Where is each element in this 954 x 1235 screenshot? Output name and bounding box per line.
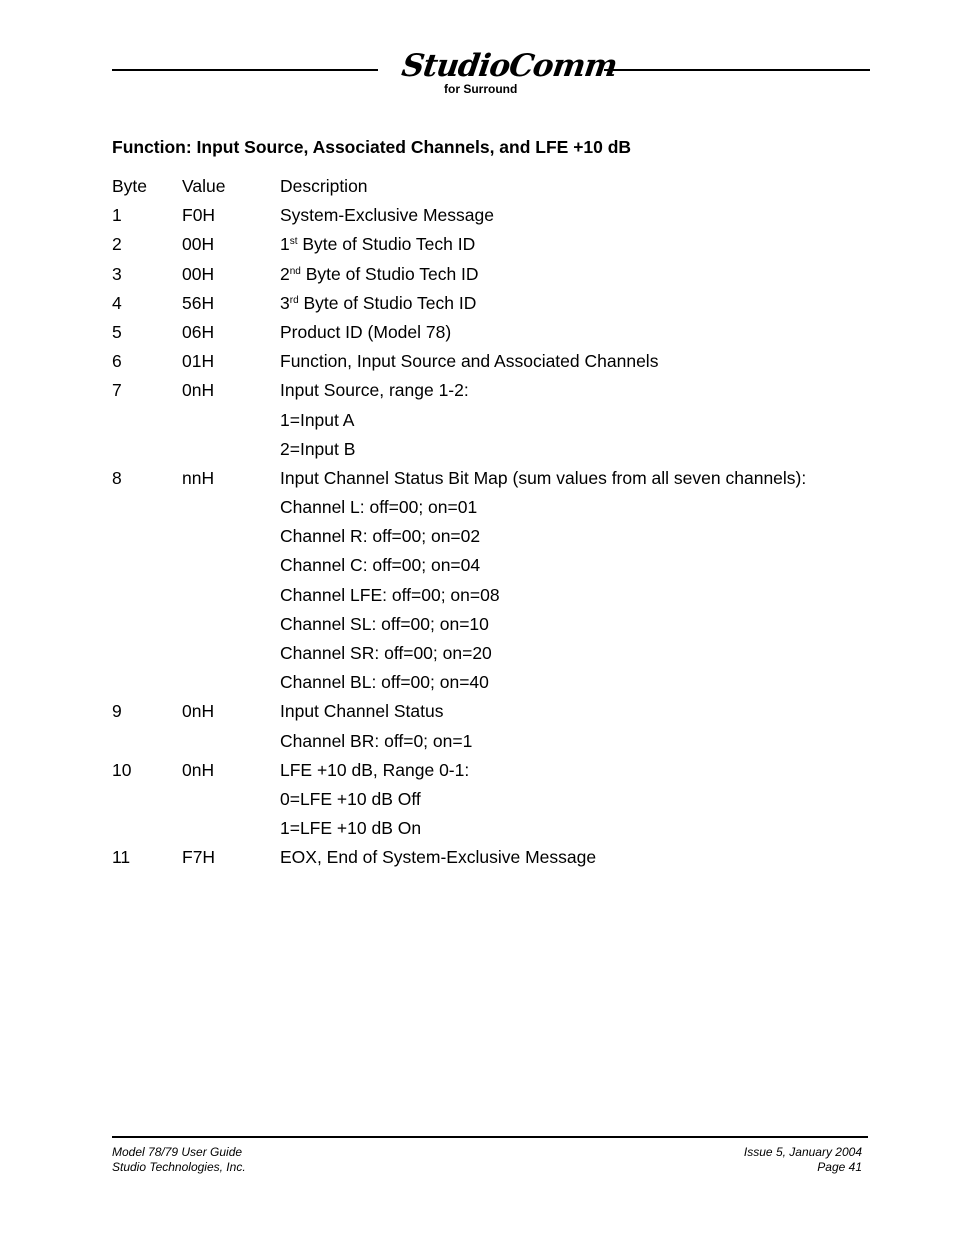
table-row <box>112 201 872 230</box>
table-row <box>112 551 872 580</box>
table-row <box>112 376 872 405</box>
column-header-byte: Byte <box>112 176 148 196</box>
header-rule-left <box>112 69 378 71</box>
description-cell: Channel R: off=00; on=02 <box>280 526 481 547</box>
value-cell: 0nH <box>182 701 215 722</box>
table-row <box>112 289 872 318</box>
ordinal-suffix: nd <box>289 265 301 277</box>
table-row <box>112 697 872 726</box>
ordinal-suffix: rd <box>289 294 299 306</box>
byte-cell: 4 <box>112 292 122 313</box>
table-row <box>112 347 872 376</box>
table-row <box>112 581 872 610</box>
ordinal-number: 3 <box>280 292 290 313</box>
description-cell: 0=LFE +10 dB Off <box>280 788 421 809</box>
ordinal-number: 2 <box>280 263 290 284</box>
byte-cell: 9 <box>112 701 122 722</box>
value-cell: F0H <box>182 205 216 226</box>
byte-cell: 8 <box>112 467 122 488</box>
ordinal-suffix: st <box>289 236 298 248</box>
column-header-value: Value <box>182 176 226 196</box>
description-cell: System-Exclusive Message <box>280 205 494 226</box>
footer-page-number: Page 41 <box>817 1160 862 1174</box>
description-cell <box>280 260 479 289</box>
logo-wordmark: StudioComm <box>399 48 619 84</box>
description-cell: Channel BR: off=0; on=1 <box>280 730 473 751</box>
table-row <box>112 464 872 493</box>
table-row <box>112 522 872 551</box>
description-cell: Channel L: off=00; on=01 <box>280 497 478 518</box>
table-row <box>112 756 872 785</box>
table-row <box>112 318 872 347</box>
description-cell: Function, Input Source and Associated Channels <box>280 351 659 372</box>
description-cell: Input Source, range 1-2: <box>280 380 469 401</box>
byte-cell: 6 <box>112 351 122 372</box>
byte-cell: 2 <box>112 234 122 255</box>
description-cell: 1=Input A <box>280 409 355 430</box>
description-cell: 2=Input B <box>280 438 356 459</box>
table-row <box>112 260 872 289</box>
value-cell: 0nH <box>182 759 215 780</box>
description-cell: Product ID (Model 78) <box>280 321 452 342</box>
table-row <box>112 814 872 843</box>
footer-rule <box>112 1136 868 1138</box>
description-cell: EOX, End of System-Exclusive Message <box>280 847 597 868</box>
description-cell: Input Channel Status Bit Map (sum values from all seven channels): <box>280 467 807 488</box>
table-row <box>112 639 872 668</box>
value-cell: 06H <box>182 321 215 342</box>
byte-cell: 10 <box>112 759 132 780</box>
table-row <box>112 785 872 814</box>
value-cell: 01H <box>182 351 215 372</box>
description-cell: Channel SL: off=00; on=10 <box>280 613 489 634</box>
table-row <box>112 493 872 522</box>
value-cell: 00H <box>182 234 215 255</box>
description-cell <box>280 230 475 259</box>
byte-cell: 3 <box>112 263 122 284</box>
description-cell: LFE +10 dB, Range 0-1: <box>280 759 470 780</box>
section-heading: Function: Input Source, Associated Channels, and LFE +10 dB <box>112 137 632 157</box>
ordinal-number: 1 <box>280 234 290 255</box>
footer-guide-title: Model 78/79 User Guide <box>112 1145 243 1159</box>
table-row <box>112 435 872 464</box>
description-cell: 1=LFE +10 dB On <box>280 818 422 839</box>
byte-cell: 11 <box>112 847 131 868</box>
table-row <box>112 843 872 872</box>
description-cell: Channel C: off=00; on=04 <box>280 555 481 576</box>
byte-cell: 7 <box>112 380 122 401</box>
description-cell: Channel SR: off=00; on=20 <box>280 643 492 663</box>
byte-cell: 5 <box>112 321 122 342</box>
footer-company: Studio Technologies, Inc. <box>112 1160 246 1174</box>
value-cell: 0nH <box>182 380 215 401</box>
value-cell: nnH <box>182 467 215 488</box>
column-header-description: Description <box>280 176 368 196</box>
table-row <box>112 668 872 697</box>
description-cell: Channel BL: off=00; on=40 <box>280 672 489 693</box>
description-text: Byte of Studio Tech ID <box>298 292 477 313</box>
logo-subtitle: for Surround <box>444 82 518 96</box>
table-header-row <box>112 172 872 201</box>
value-cell: 56H <box>182 292 215 313</box>
table-row <box>112 610 872 639</box>
value-cell: 00H <box>182 263 215 284</box>
table-row <box>112 406 872 435</box>
table-row <box>112 727 872 756</box>
studiocomm-logo <box>399 48 619 100</box>
description-cell: Channel LFE: off=00; on=08 <box>280 584 500 605</box>
sysex-table <box>112 172 872 873</box>
table-row <box>112 230 872 259</box>
header-rule-right <box>604 69 870 71</box>
description-cell <box>280 289 476 318</box>
description-text: Byte of Studio Tech ID <box>297 234 476 255</box>
description-text: Byte of Studio Tech ID <box>300 263 479 284</box>
value-cell: F7H <box>182 847 216 868</box>
footer-issue: Issue 5, January 2004 <box>743 1145 862 1159</box>
footer-right <box>744 1145 862 1175</box>
footer-left <box>112 1145 246 1175</box>
description-cell: Input Channel Status <box>280 701 444 722</box>
byte-cell: 1 <box>112 205 122 226</box>
